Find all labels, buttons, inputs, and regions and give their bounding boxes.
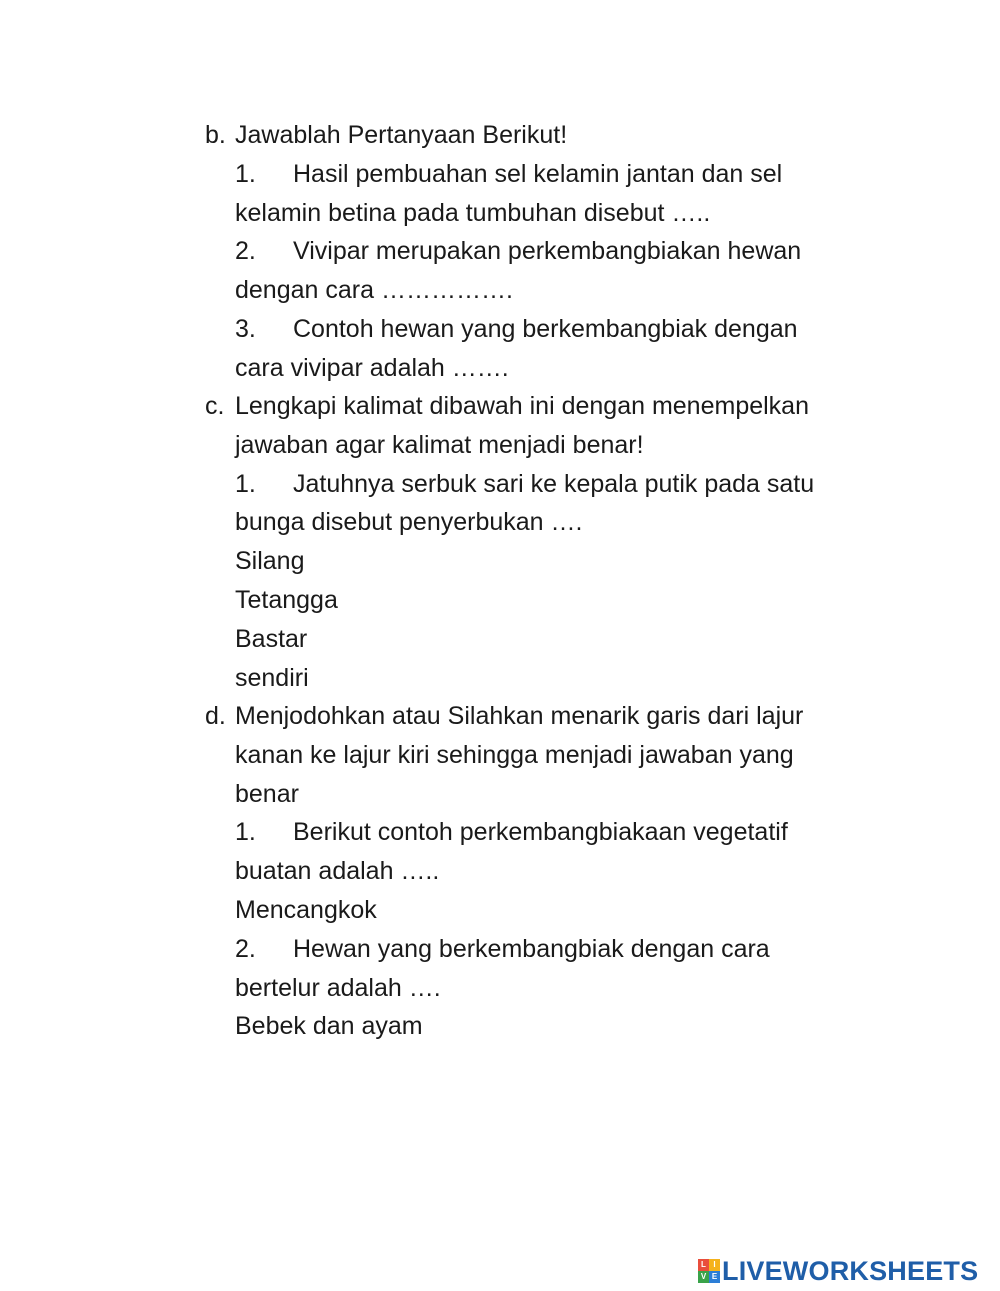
question-number: 2. — [235, 934, 256, 963]
answer-option-sendiri[interactable]: sendiri — [235, 663, 309, 692]
section-c-title-line2: jawaban agar kalimat menjadi benar! — [235, 430, 644, 459]
section-d-title-line3: benar — [235, 779, 299, 808]
question-d2-line1 — [235, 930, 865, 969]
question-d2-line2: bertelur adalah …. — [235, 973, 441, 1002]
question-text: Berikut contoh perkembangbiakaan vegetatif — [293, 818, 788, 847]
answer-mencangkok[interactable]: Mencangkok — [235, 895, 377, 924]
question-text: Hasil pembuahan sel kelamin jantan dan sel — [293, 159, 783, 188]
question-b3-line1 — [235, 310, 865, 349]
logo-mark-letter: L — [698, 1259, 709, 1271]
section-b — [205, 116, 865, 388]
question-number: 2. — [235, 237, 256, 266]
section-d-marker: d. — [205, 702, 226, 730]
section-c-marker: c. — [205, 392, 225, 420]
liveworksheets-logo-icon — [698, 1259, 720, 1283]
question-d1-line1 — [235, 813, 865, 852]
question-b3-line2: cara vivipar adalah ……. — [235, 353, 509, 382]
logo-mark-letter: V — [698, 1271, 709, 1283]
section-d-title-line1: Menjodohkan atau Silahkan menarik garis dari lajur — [235, 702, 804, 730]
question-b2-line2: dengan cara ……………. — [235, 276, 513, 305]
section-d — [205, 697, 865, 1046]
logo-mark-letter: E — [709, 1271, 720, 1283]
question-text: Contoh hewan yang berkembangbiak dengan — [293, 314, 798, 343]
question-number: 1. — [235, 469, 256, 498]
section-b-marker: b. — [205, 121, 226, 149]
liveworksheets-logo — [698, 1254, 978, 1288]
section-b-title: Jawablah Pertanyaan Berikut! — [235, 121, 568, 149]
question-number: 3. — [235, 314, 256, 343]
question-d1-line2: buatan adalah ….. — [235, 857, 440, 886]
question-b1-line1 — [235, 155, 865, 194]
section-c-title-line1: Lengkapi kalimat dibawah ini dengan menempelkan — [235, 392, 809, 420]
question-text: Vivipar merupakan perkembangbiakan hewan — [293, 237, 802, 266]
answer-bebek-dan-ayam[interactable]: Bebek dan ayam — [235, 1012, 423, 1041]
section-c — [205, 387, 865, 697]
question-text: Hewan yang berkembangbiak dengan cara — [293, 934, 770, 963]
question-number: 1. — [235, 159, 256, 188]
question-c1-line1 — [235, 465, 865, 504]
liveworksheets-logo-text: LIVEWORKSHEETS — [722, 1256, 979, 1286]
answer-option-bastar[interactable]: Bastar — [235, 624, 308, 653]
question-c1-line2: bunga disebut penyerbukan …. — [235, 508, 583, 537]
question-b1-line2: kelamin betina pada tumbuhan disebut ….. — [235, 198, 711, 227]
logo-mark-letter: I — [709, 1259, 720, 1271]
answer-option-silang[interactable]: Silang — [235, 547, 305, 576]
question-text: Jatuhnya serbuk sari ke kepala putik pada satu — [293, 469, 815, 498]
answer-option-tetangga[interactable]: Tetangga — [235, 585, 338, 614]
section-d-title-line2: kanan ke lajur kiri sehingga menjadi jawaban yang — [235, 740, 794, 769]
question-number: 1. — [235, 818, 256, 847]
question-b2-line1 — [235, 232, 865, 271]
